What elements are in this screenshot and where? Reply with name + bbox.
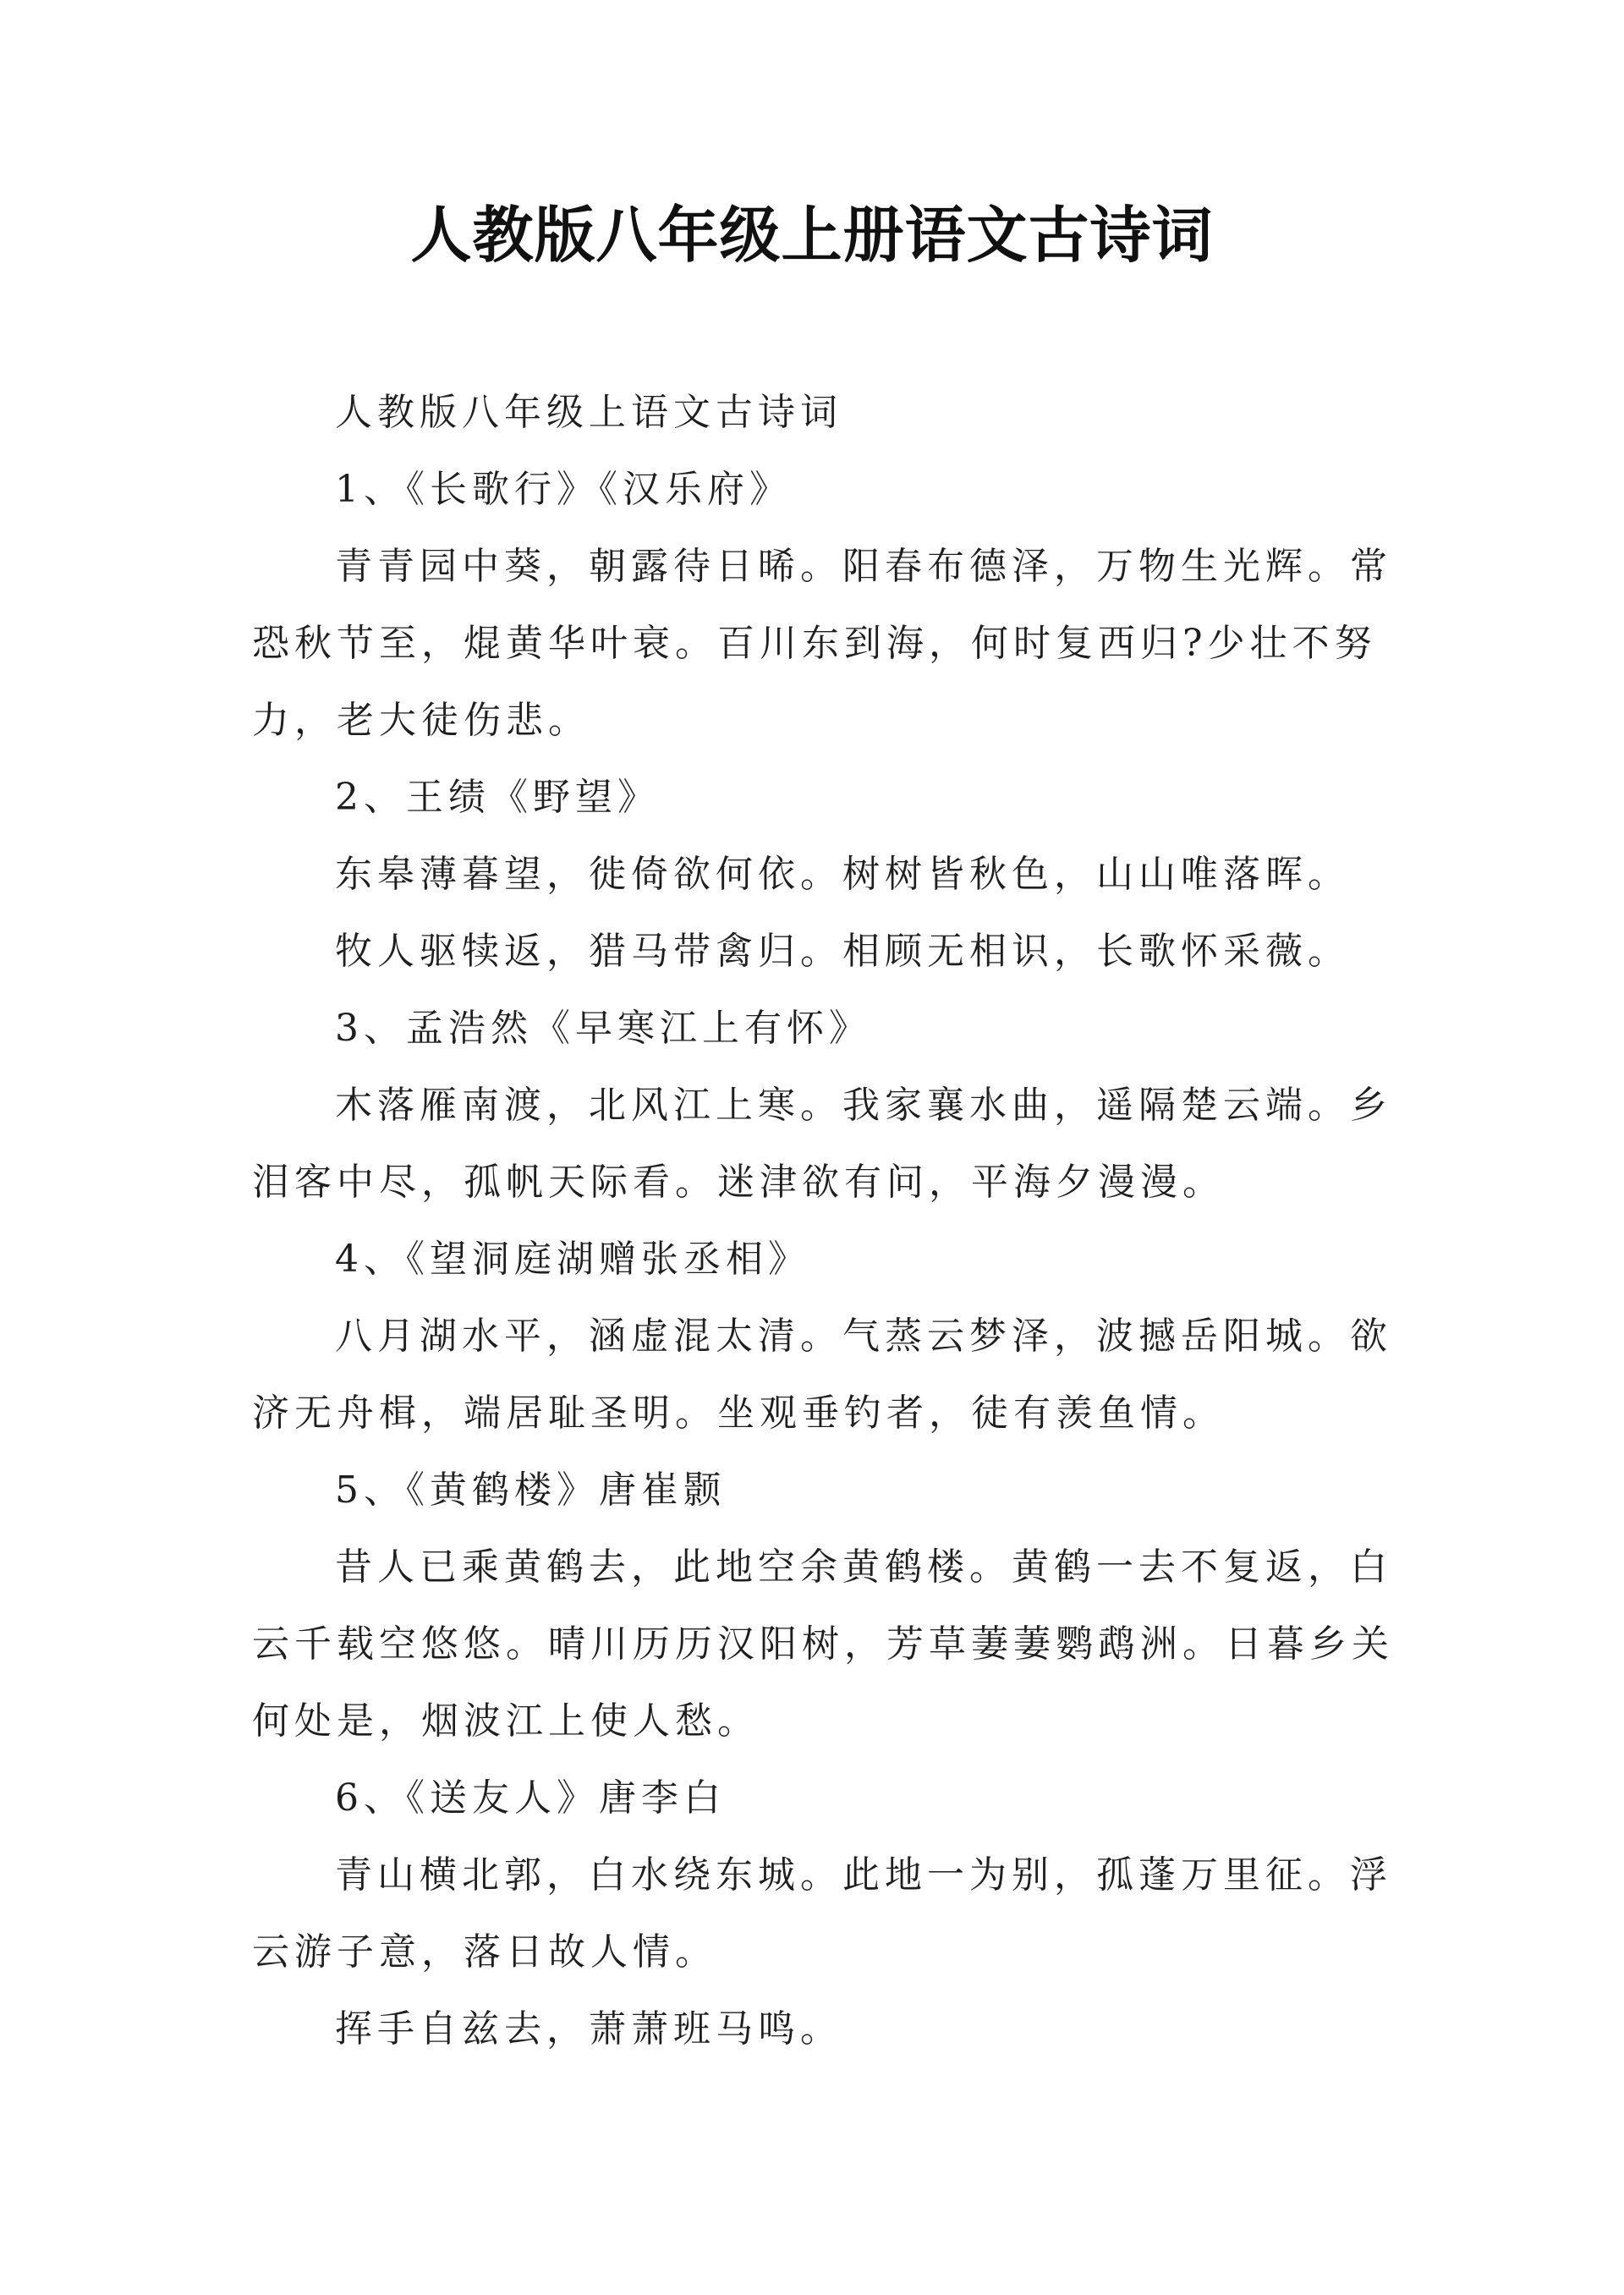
poem-text-1: 青青园中葵，朝露待日晞。阳春布德泽，万物生光辉。常恐秋节至，焜黄华叶衰。百川东到海，何时复西归?少壮不努力，老大徒伤悲。 [252,545,1392,742]
poem-heading-5: 5、《黄鹤楼》唐崔颢 [335,1469,726,1512]
poem-text-6a: 青山横北郭，白水绕东城。此地一为别，孤蓬万里征。浮云游子意，落日故人情。 [252,1853,1392,1974]
poem-text-2a: 东皋薄暮望，徙倚欲何依。树树皆秋色，山山唯落晖。 [335,853,1350,896]
poem-text-5: 昔人已乘黄鹤去，此地空余黄鹤楼。黄鹤一去不复返，白云千载空悠悠。晴川历历汉阳树，芳草萋萋鹦鹉洲。日暮乡关何处是，烟波江上使人愁。 [252,1546,1394,1743]
poem-text-6b: 挥手自兹去，萧萧班马鸣。 [335,2007,842,2051]
poem-heading-2: 2、王绩《野望》 [335,776,660,819]
poem-heading-3: 3、孟浩然《早寒江上有怀》 [335,1007,871,1050]
poem-text-3: 木落雁南渡，北风江上寒。我家襄水曲，遥隔楚云端。乡泪客中尽，孤帆天际看。迷津欲有问，平海夕漫漫。 [252,1084,1392,1204]
subtitle-paragraph: 人教版八年级上语文古诗词 [335,391,842,434]
poem-text-4: 八月湖水平，涵虚混太清。气蒸云梦泽，波撼岳阳城。欲济无舟楫，端居耻圣明。坐观垂钓者，徒有羡鱼情。 [252,1315,1392,1435]
document-title: 人教版八年级上册语文古诗词 [410,200,1214,271]
poem-heading-1: 1、《长歌行》《汉乐府》 [335,468,792,511]
poem-heading-6: 6、《送友人》唐李白 [335,1776,726,1820]
poem-heading-4: 4、《望洞庭湖赠张丞相》 [335,1238,810,1281]
poem-text-2b: 牧人驱犊返，猎马带禽归。相顾无相识，长歌怀采薇。 [335,930,1350,973]
document-body [252,374,1402,2067]
